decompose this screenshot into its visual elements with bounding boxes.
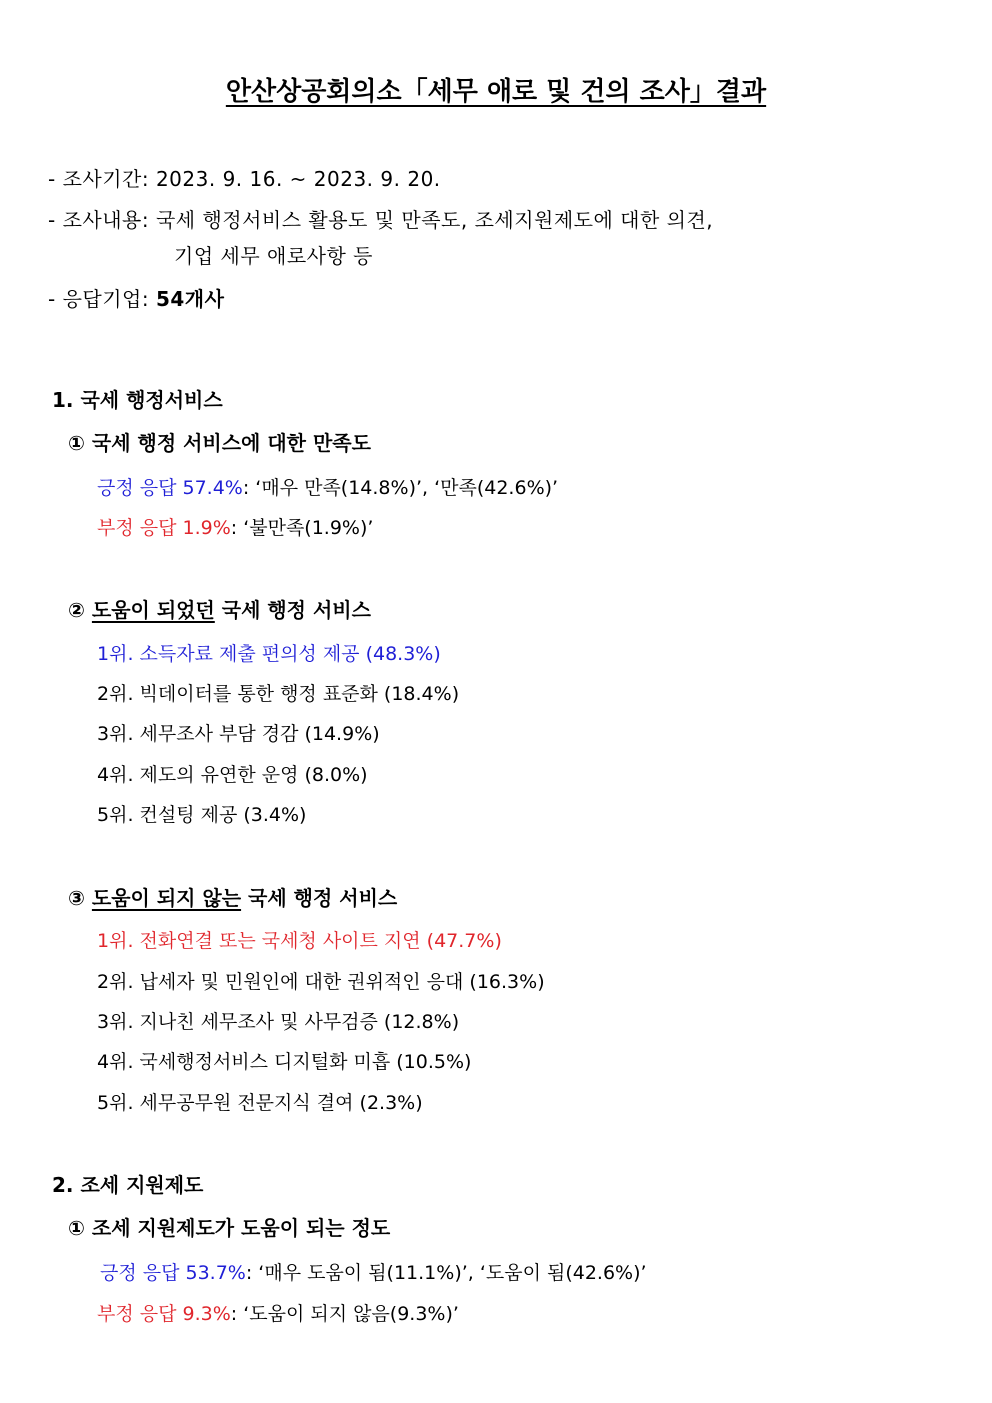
q2-underlined: 도움이 되었던	[91, 598, 215, 622]
survey-content-continued: 기업 세무 애로사항 등	[174, 244, 373, 268]
section-2-q1-heading: ① 조세 지원제도가 도움이 되는 정도	[68, 1216, 391, 1240]
q2-rank-2: 2위. 빅데이터를 통한 행정 표준화 (18.4%)	[97, 683, 460, 705]
section-1-q2-heading	[68, 596, 371, 624]
section-2-q1-negative	[97, 1300, 459, 1328]
survey-content	[48, 206, 713, 234]
q2-suffix: 국세 행정 서비스	[214, 598, 371, 622]
document-title	[0, 72, 992, 112]
positive-response-label: 긍정 응답 53.7%	[100, 1262, 246, 1284]
q2-rank-1: 1위. 소득자료 제출 편의성 제공 (48.3%)	[97, 643, 441, 665]
positive-response-detail: : ‘매우 만족(14.8%)’, ‘만족(42.6%)’	[242, 477, 559, 499]
q2-prefix: ②	[68, 598, 92, 622]
section-1-heading: 1. 국세 행정서비스	[52, 388, 223, 412]
q3-rank-5: 5위. 세무공무원 전문지식 결여 (2.3%)	[97, 1092, 423, 1114]
positive-response-label: 긍정 응답 57.4%	[97, 477, 243, 499]
survey-respondents-value: 54개사	[155, 287, 225, 311]
survey-period	[48, 165, 441, 193]
q3-rank-4: 4위. 국세행정서비스 디지털화 미흡 (10.5%)	[97, 1051, 472, 1073]
negative-response-label: 부정 응답 9.3%	[97, 1303, 231, 1325]
q3-rank-2: 2위. 납세자 및 민원인에 대한 권위적인 응대 (16.3%)	[97, 971, 545, 993]
survey-period-label: - 조사기간:	[48, 167, 156, 191]
section-1-q1-positive	[97, 474, 558, 502]
section-2-q1-positive	[100, 1259, 647, 1287]
negative-response-label: 부정 응답 1.9%	[97, 517, 231, 539]
q2-rank-5: 5위. 컨설팅 제공 (3.4%)	[97, 804, 307, 826]
document-title-text: 안산상공회의소「세무 애로 및 건의 조사」결과	[225, 77, 767, 107]
survey-content-label: - 조사내용:	[48, 208, 156, 232]
survey-respondents	[48, 285, 224, 313]
section-2-heading: 2. 조세 지원제도	[52, 1173, 204, 1197]
survey-period-value: 2023. 9. 16. ~ 2023. 9. 20.	[155, 167, 441, 191]
negative-response-detail: : ‘도움이 되지 않음(9.3%)’	[230, 1303, 459, 1325]
q3-rank-1: 1위. 전화연결 또는 국세청 사이트 지연 (47.7%)	[97, 930, 502, 952]
section-1-q1-negative	[97, 514, 373, 542]
q2-rank-4: 4위. 제도의 유연한 운영 (8.0%)	[97, 764, 368, 786]
positive-response-detail: : ‘매우 도움이 됨(11.1%)’, ‘도움이 됨(42.6%)’	[245, 1262, 647, 1284]
section-1-q3-heading	[68, 884, 397, 912]
q3-prefix: ③	[68, 886, 92, 910]
survey-content-value-1: 국세 행정서비스 활용도 및 만족도, 조세지원제도에 대한 의견,	[155, 208, 714, 232]
survey-respondents-label: - 응답기업:	[48, 287, 156, 311]
q3-rank-3: 3위. 지나친 세무조사 및 사무검증 (12.8%)	[97, 1011, 460, 1033]
q2-rank-3: 3위. 세무조사 부담 경감 (14.9%)	[97, 723, 380, 745]
q3-suffix: 국세 행정 서비스	[241, 886, 398, 910]
q3-underlined: 도움이 되지 않는	[91, 886, 242, 910]
section-1-q1-heading: ① 국세 행정 서비스에 대한 만족도	[68, 431, 371, 455]
negative-response-detail: : ‘불만족(1.9%)’	[230, 517, 374, 539]
